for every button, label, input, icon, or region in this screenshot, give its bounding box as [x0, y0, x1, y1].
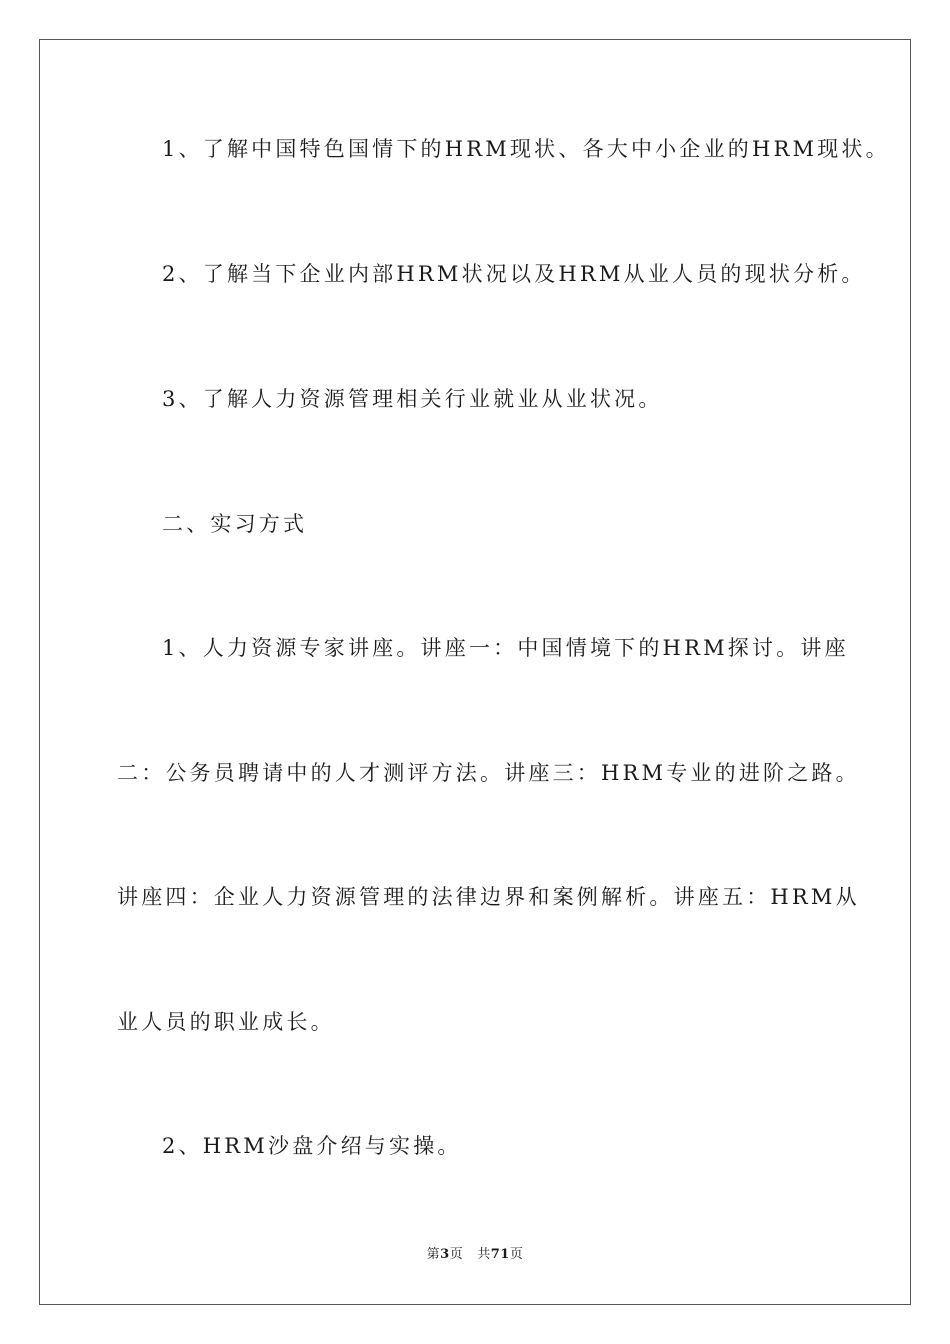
paragraph-3: 3、了解人力资源管理相关行业就业从业状况。	[162, 387, 663, 411]
paragraph-4-line-3: 讲座四：企业人力资源管理的法律边界和案例解析。讲座五：HRM从	[117, 885, 860, 909]
page-suffix: 页	[449, 1247, 464, 1262]
paragraph-2: 2、了解当下企业内部HRM状况以及HRM从业人员的现状分析。	[162, 262, 866, 286]
page-footer	[0, 1245, 950, 1265]
paragraph-5: 2、HRM沙盘介绍与实操。	[162, 1134, 462, 1158]
paragraph-4-line-2: 二：公务员聘请中的人才测评方法。讲座三：HRM专业的进阶之路。	[117, 761, 860, 785]
total-suffix: 页	[509, 1247, 524, 1262]
page-number: 3	[440, 1247, 450, 1262]
paragraph-4-line-4: 业人员的职业成长。	[117, 1010, 335, 1034]
total-pages: 71	[490, 1247, 510, 1262]
page-prefix: 第	[426, 1247, 441, 1262]
paragraph-4-line-1: 1、人力资源专家讲座。讲座一：中国情境下的HRM探讨。讲座	[162, 636, 849, 660]
page-border	[39, 39, 911, 1305]
paragraph-1: 1、了解中国特色国情下的HRM现状、各大中小企业的HRM现状。	[162, 137, 890, 161]
total-prefix: 共	[477, 1247, 491, 1262]
section-heading: 二、实习方式	[162, 512, 308, 536]
